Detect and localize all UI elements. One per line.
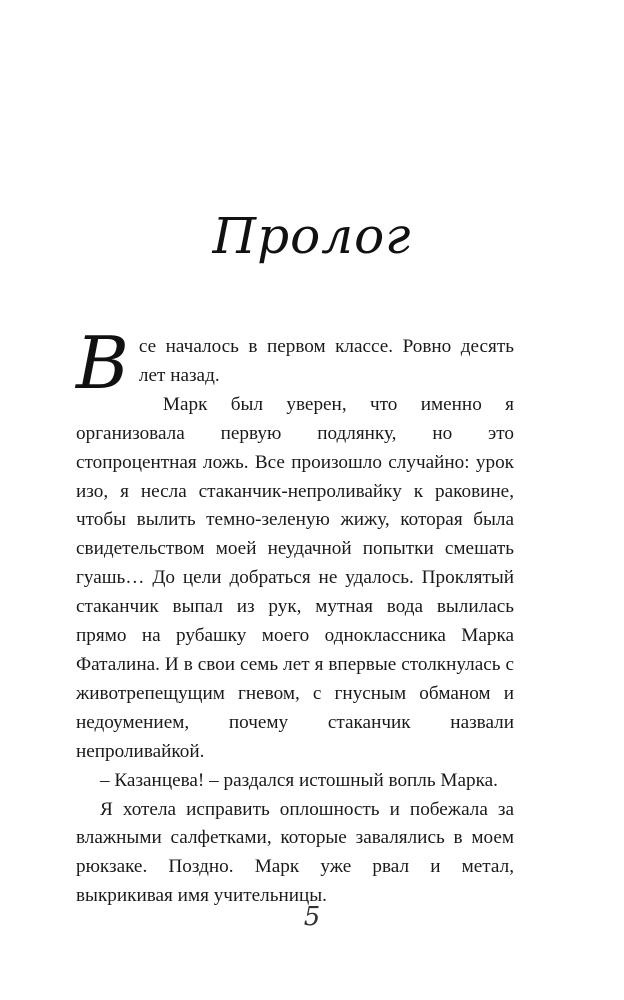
drop-cap: В <box>76 321 129 405</box>
paragraph-3: – Казанцева! – раздался истошный вопль Марка. <box>100 769 498 791</box>
paragraph-1 <box>76 321 514 405</box>
paragraph-4: Я хотела исправить оплошность и побежала за влажными салфетками, которые завалялись в моем рюкзаке. Поздно. Марк уже рвал и метал, выкрикивая имя учительницы. <box>76 798 514 907</box>
body-text <box>76 321 514 911</box>
chapter-title: Пролог <box>212 207 412 265</box>
paragraph-1-text: се началось в первом классе. Ровно десять лет назад. <box>138 336 514 386</box>
paragraph-2: Марк был уверен, что именно я организовала первую подлянку, но это стопроцентная ложь. Все произошло случайно: урок изо, я несла стаканчик-непроливайку к раковине, чтобы вылить темно-зеленую жижу, которая была свидетельством моей неудачной попытки смешать гуашь… До цели добраться не удалось. Проклятый стаканчик выпал из рук, мутная вода вылилась прямо на рубашку моего одноклассника Марка Фаталина. И в свои семь лет я впервые столкнулась с животрепещущим гневом, с гнусным обманом и недоумением, почему стаканчик назвали непроливайкой. <box>76 393 514 762</box>
page-number: 5 <box>303 902 321 932</box>
